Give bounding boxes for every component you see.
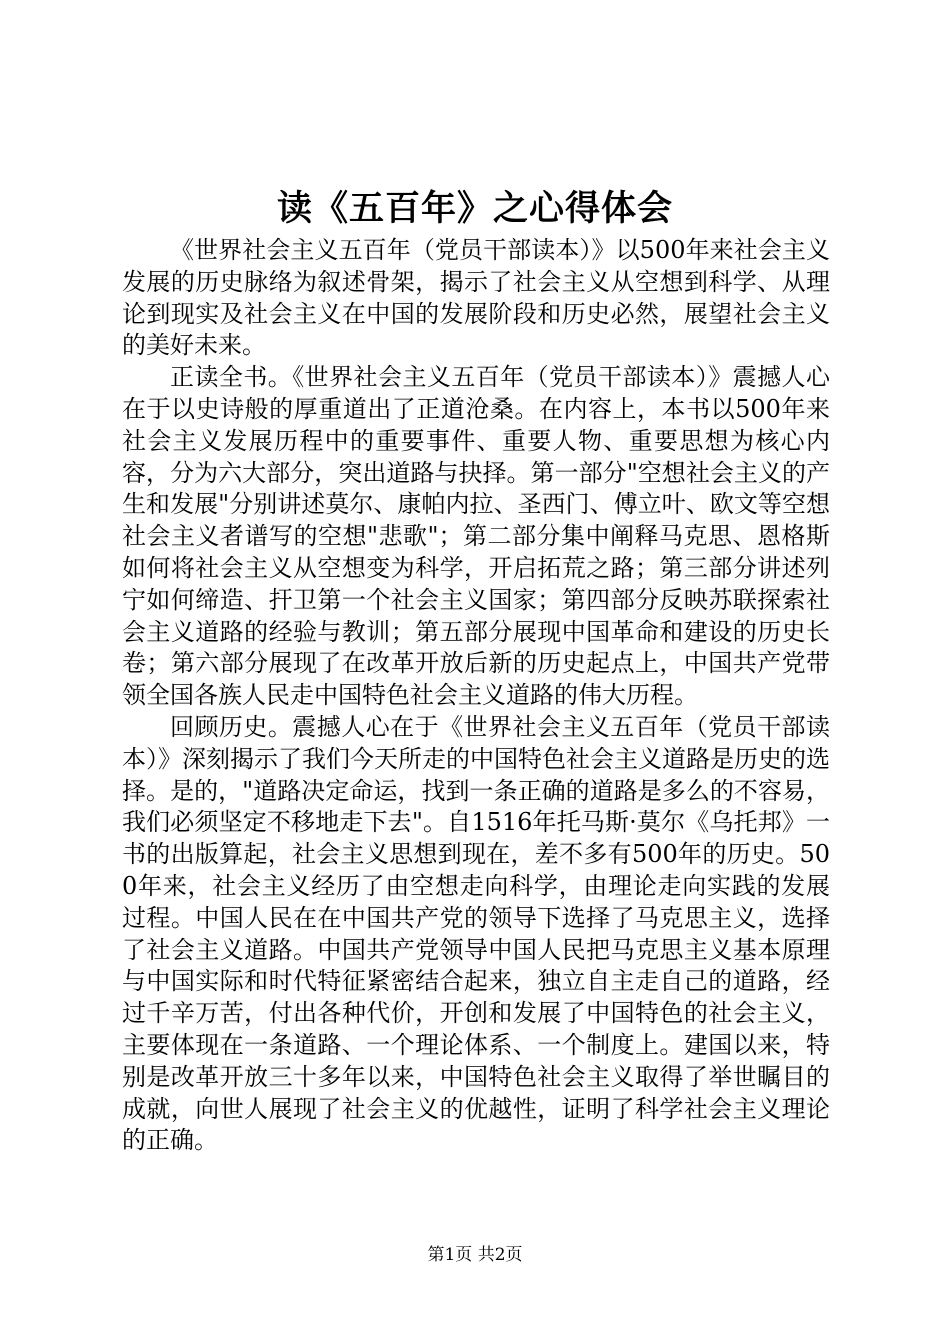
page-number-footer: 第1页 共2页 — [427, 1245, 523, 1265]
paragraph-reading: 正读全书。《世界社会主义五百年（党员干部读本）》震撼人心在于以史诗般的厚重道出了正道沧桑。在内容上，本书以500年来社会主义发展历程中的重要事件、重要人物、重要思想为核心内容，分为六大部分，突出道路与抉择。第一部分"空想社会主义的产生和发展"分别讲述莫尔、康帕内拉、圣西门、傅立叶、欧文等空想社会主义者谱写的空想"悲歌"；第二部分集中阐释马克思、恩格斯如何将社会主义从空想变为科学，开启拓荒之路；第三部分讲述列宁如何缔造、扞卫第一个社会主义国家；第四部分反映苏联探索社会主义道路的经验与教训；第五部分展现中国革命和建设的历史长卷；第六部分展现了在改革开放后新的历史起点上，中国共产党带领全国各族人民走中国特色社会主义道路的伟大历程。 — [122, 363, 830, 710]
document-body — [122, 235, 830, 1157]
document-title: 读《五百年》之心得体会 — [276, 188, 673, 229]
paragraph-history: 回顾历史。震撼人心在于《世界社会主义五百年（党员干部读本）》深刻揭示了我们今天所走的中国特色社会主义道路是历史的选择。是的，"道路决定命运，找到一条正确的道路是多么的不容易，我们必须坚定不移地走下去"。自1516年托马斯·莫尔《乌托邦》一书的出版算起，社会主义思想到现在，差不多有500年的历史。500年来，社会主义经历了由空想走向科学，由理论走向实践的发展过程。中国人民在在中国共产党的领导下选择了马克思主义，选择了社会主义道路。中国共产党领导中国人民把马克思主义基本原理与中国实际和时代特征紧密结合起来，独立自主走自己的道路，经过千辛万苦，付出各种代价，开创和发展了中国特色的社会主义，主要体现在一条道路、一个理论体系、一个制度上。建国以来，特别是改革开放三十多年以来，中国特色社会主义取得了举世瞩目的成就，向世人展现了社会主义的优越性，证明了科学社会主义理论的正确。 — [122, 712, 830, 1155]
paragraph-intro: 《世界社会主义五百年（党员干部读本）》以500年来社会主义发展的历史脉络为叙述骨架，揭示了社会主义从空想到科学、从理论到现实及社会主义在中国的发展阶段和历史必然，展望社会主义的美好未来。 — [122, 236, 830, 360]
